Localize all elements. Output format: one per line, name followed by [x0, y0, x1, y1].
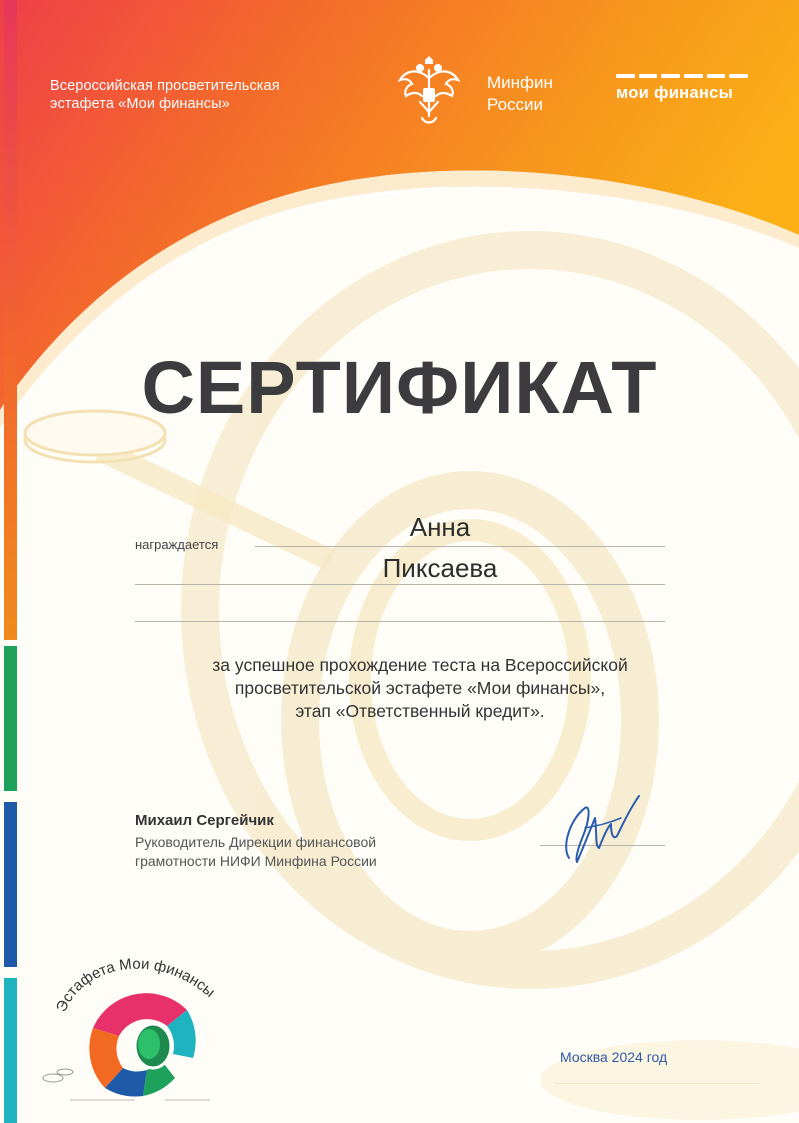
reason-line-3: этап «Ответственный кредит».	[295, 701, 545, 721]
awarded-label: награждается	[135, 537, 219, 552]
signer-role	[135, 833, 377, 871]
logo-dashes	[616, 74, 748, 78]
minfin-line-1: Минфин	[487, 73, 553, 92]
handwritten-signature	[555, 788, 645, 873]
recipient-last-name: Пиксаева	[382, 553, 498, 583]
relay-organizer-text	[50, 77, 280, 113]
double-headed-eagle-icon	[392, 56, 466, 130]
footer-line	[555, 1083, 760, 1084]
side-strip-red	[4, 0, 17, 640]
organizer-line-2: эстафета «Мои финансы»	[50, 96, 230, 112]
signer-role-line-1: Руководитель Дирекции финансовой	[135, 834, 377, 850]
minfin-logo-text	[487, 72, 553, 116]
side-strip-green	[4, 646, 17, 791]
name-underline-3	[135, 621, 665, 622]
signer-role-line-2: грамотности НИФИ Минфина России	[135, 853, 377, 869]
certificate-title: СЕРТИФИКАТ	[141, 346, 658, 429]
award-reason	[150, 654, 690, 723]
city-year: Москва 2024 год	[560, 1049, 668, 1065]
brand-name: мои финансы	[616, 84, 734, 102]
reason-line-1: за успешное прохождение теста на Всероссийской	[212, 655, 628, 675]
moi-finansy-logo	[616, 74, 748, 103]
side-strip-teal	[4, 978, 17, 1123]
organizer-line-1: Всероссийская просветительская	[50, 78, 280, 94]
side-strip-blue	[4, 802, 17, 967]
relay-logo	[35, 938, 225, 1108]
relay-logo-text: Эстафета Мои финансы	[52, 955, 219, 1015]
reason-line-2: просветительской эстафете «Мои финансы»,	[234, 678, 606, 698]
signer-name: Михаил Сергейчик	[135, 812, 274, 829]
minfin-line-2: России	[487, 95, 544, 114]
name-underline-2	[135, 584, 665, 585]
name-underline-1	[255, 546, 665, 547]
recipient-first-name: Анна	[409, 512, 471, 542]
